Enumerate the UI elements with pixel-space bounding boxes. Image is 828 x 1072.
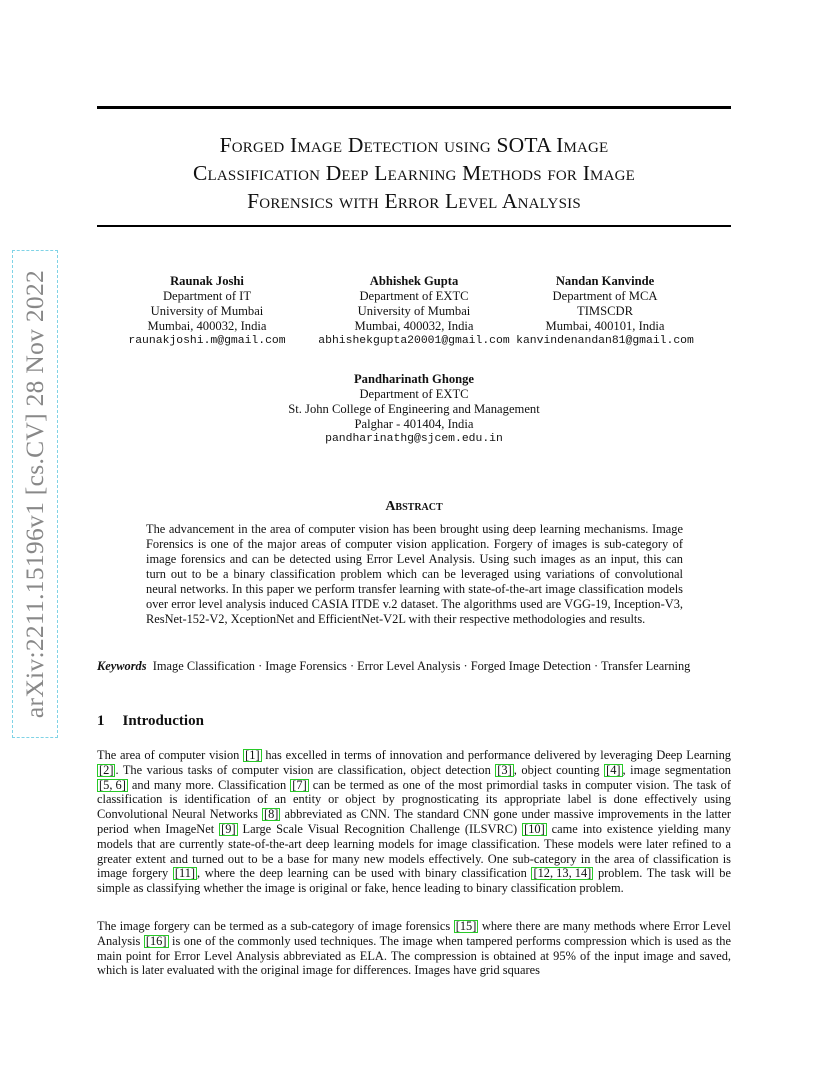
paragraph-text: . The various tasks of computer vision are classification, object detection [115,762,496,777]
citation-link[interactable]: [5, 6] [99,777,126,792]
author-dept: Department of IT [162,289,252,303]
citation-link[interactable]: [15] [455,919,477,933]
intro-paragraph-2 [97,919,731,978]
paragraph-text: came into existence yielding many models that are currently state-of-the-art deep learning models for image classification. These models were later refined to a greater extent and turned out to be a base for many new models effectively. One sub-category in the area of classification is image forgery [97,821,731,881]
section-heading [97,713,204,730]
author-org: University of Mumbai [150,304,264,318]
section-title: Introduction [122,713,204,729]
paragraph-text: problem. The task will be simple as classifying whether the image is original or fake, hence leading to binary classification problem. [97,866,731,896]
author-place: Mumbai, 400032, India [354,319,474,333]
citation-link[interactable]: [9] [221,821,236,836]
author-name: Raunak Joshi [170,274,244,288]
citation-link[interactable]: [3] [497,762,512,777]
paragraph-text: abbreviated as CNN. The standard CNN gone under massive improvements in the latter period when ImageNet [97,807,731,836]
arxiv-stamp[interactable]: arXiv:2211.15196v1 [cs.CV] 28 Nov 2022 [20,269,49,719]
paragraph-text: where there are many methods where Error Level Analysis [97,919,731,948]
citation-link[interactable]: [4] [606,762,621,777]
citation-link[interactable]: [11] [174,866,196,881]
citation-link[interactable]: [1] [245,748,260,762]
paragraph-text: , where the deep learning can be used with binary classification [197,866,532,881]
author-org: TIMSCDR [577,304,633,318]
author-email[interactable]: raunakjoshi.m@gmail.com [128,335,286,347]
abstract-heading: Abstract [385,499,443,514]
author-dept: Department of EXTC [359,289,469,303]
citation-link[interactable]: [10] [524,821,545,836]
paper-title [97,131,731,215]
author-name: Pandharinath Ghonge [353,372,475,386]
author-place: Mumbai, 400032, India [147,319,267,333]
author-email[interactable]: abhishekgupta20001@gmail.com [318,335,510,347]
title-line: Forensics with Error Level Analysis [247,189,581,213]
paragraph-text: is one of the commonly used techniques. The image when tampered performs compression which is used as the main point for Error Level Analysis abbreviated as ELA. The compression is obtained at 95% of the input image and saved, which is later evaluated with the original image for differences. Images have grid squares [97,933,731,978]
author-2 [287,274,541,349]
citation-link[interactable]: [7] [292,777,307,792]
author-name: Nandan Kanvinde [555,274,655,288]
section-number: 1 [97,713,105,729]
author-name: Abhishek Gupta [369,274,459,288]
paragraph-text: , object counting [513,762,605,777]
paragraph-text: Large Scale Visual Recognition Challenge (ILSVRC) [237,821,523,836]
citation-link[interactable]: [12, 13, 14] [533,866,592,881]
paragraph-text: , image segmentation [622,762,732,777]
author-org: University of Mumbai [357,304,471,318]
author-4 [214,372,614,447]
keywords-label: Keywords [97,659,147,673]
paragraph-text: The image forgery can be termed as a sub-category of image forensics [97,919,454,933]
author-email[interactable]: pandharinathg@sjcem.edu.in [325,433,503,445]
paragraph-text: has excelled in terms of innovation and performance delivered by leveraging Deep Learning [261,748,731,762]
author-dept: Department of EXTC [359,387,469,401]
top-rule [97,106,731,109]
paragraph-text: The area of computer vision [97,748,244,762]
keywords-text: Image Classification · Image Forensics · Error Level Analysis · Forged Image Detection · Transfer Learning [152,659,691,673]
citation-link[interactable]: [16] [145,933,167,948]
paragraph-text: can be termed as one of the most primordial tasks in computer vision. The task of classification is identification of an entity or object by prognosticating its appropriate label is done effectively using Convolutional Neural Networks [97,777,731,822]
paragraph-text: and many more. Classification [127,777,291,792]
keywords [97,659,731,674]
citation-link[interactable]: [2] [99,762,114,777]
author-org: St. John College of Engineering and Management [288,402,540,416]
abstract-text: The advancement in the area of computer vision has been brought using deep learning mechanisms. Image Forensics is one of the major areas of computer vision application. Forgery of images is sub-category of image forensics and can be detected using Error Level Analysis. Using such images as an input, this can turn out to be a binary classification problem which can be leveraged using variations of convolutional neural networks. In this paper we perform transfer learning with state-of-the-art image classification models over error level analysis induced CASIA ITDE v.2 dataset. The algorithms used are VGG-19, Inception-V3, ResNet-152-V2, XceptionNet and EfficientNet-V2L with their respective methodologies and results. [146,522,683,626]
author-place: Palghar - 401404, India [354,417,474,431]
author-place: Mumbai, 400101, India [545,319,665,333]
citation-link[interactable]: [8] [263,807,279,822]
author-email[interactable]: kanvindenandan81@gmail.com [516,335,694,347]
bottom-rule [97,225,731,227]
intro-paragraph-1 [97,748,731,896]
author-dept: Department of MCA [552,289,658,303]
title-line: Classification Deep Learning Methods for Image [192,161,636,185]
author-1 [97,274,317,349]
title-line: Forged Image Detection using SOTA Image [219,133,609,157]
author-3 [505,274,705,349]
